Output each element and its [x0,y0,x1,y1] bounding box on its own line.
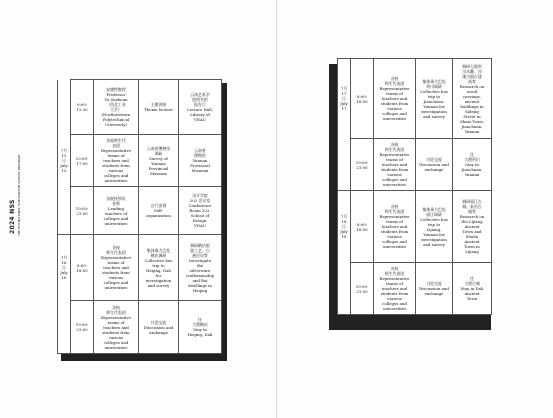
table-row [58,80,222,135]
time-cell: 19:00- 21:00 [71,187,94,235]
left-schedule-table [57,79,222,354]
table-row [58,235,222,301]
right-page [277,0,553,418]
time-cell: 13:00- 17:00 [71,135,94,187]
time-cell: 19:00- 21:00 [351,139,374,191]
right-schedule-table [337,58,492,315]
location-cell: 住 大理古城 Stay in Dali Ancient Town [453,263,492,315]
participant-cell: 各校 师生代表团 Representative teams of teachers and students from various colleges and universities [94,235,139,301]
left-page [0,0,276,418]
table-row [58,135,222,187]
side-title-main: 2024 NSS [9,199,16,234]
participant-cell: 各院校领队 老师 Leading teachers of colleges and universities [94,187,139,235]
activity-cell: 讨论交流 Discussion and exchange [416,263,453,315]
participant-cell: 各校师生代 表团 Representative teams of teachers and students from various colleges and universities [94,135,139,187]
activity-cell: 集体乘大巴赴 鹤庆调研 Collective bus trip to Heqing, Dali for investigation and survey [139,235,179,301]
date-cell [338,139,351,191]
table-row [338,59,492,139]
time-cell: 19:00- 21:00 [71,301,94,354]
participant-cell: 安德特教授 Professor Yu Suzhuan （西北工业 大学） (Northwestern Polytechnical University) [94,80,139,135]
date-cell [58,187,71,235]
table-row [58,301,222,354]
date-cell: 7月 16 日 July 16 [58,235,71,301]
activity-cell: 讨论交流 Discussion and exchange [139,301,179,354]
time-cell: 19:00- 21:00 [351,263,374,315]
left-schedule-block [57,79,227,361]
right-block-shadow-left [329,64,337,330]
time-cell: 9:00- 11:30 [71,80,94,135]
right-block-shadow-bottom [329,314,491,330]
date-cell: 7月 15 日 July 15 [58,135,71,187]
book-side-title [9,154,29,238]
date-cell [338,263,351,315]
location-cell: 设计学院 202 会议室 Conference Room 202, School of Design, YNAU [179,187,222,235]
table-row [338,191,492,263]
location-cell: 住 大理剑川 Stay in Jianchuan, Yunnan [453,139,492,191]
participant-cell: 各校 师生代表团 Representative teams of teachers and students from various colleges and universities [374,263,416,315]
date-cell [58,80,71,135]
table-row [338,263,492,315]
location-cell: 调研鹤庆银 器工艺、白 族民居等 Investigate the silverware craftsmanship and Bai dwellings in Heqing [179,235,222,301]
participant-cell: 各校 师生代表团 Representative teams of teachers and students from various colleges and universities [374,59,416,139]
activity-cell: 集体乘大巴赴 丽江调研 Collective bus trip to Lijiang, Yunnan for investigation and survey [416,191,453,263]
date-cell [58,301,71,354]
activity-cell: 主题讲座 Theme lecture [139,80,179,135]
side-title-sub: THE 9TH NATIONAL SCHOLARSHIP SCHOOL PROGRAM [17,154,21,236]
participant-cell: 各校 师生代表团 Representative teams of teachers and students from various colleges and universities [374,139,416,191]
activity-cell: 集体乘大巴赴 剑川调研 Collective bus trip to Jianchuan, Yunnan for investigation and survey [416,59,453,139]
participant-cell: 各校 师生代表团 Representative teams of teachers and students from various colleges and universities [94,301,139,354]
location-cell: 调研大理剑 川木雕、沙 溪古镇古建 筑等 Research on wood carvings, ancient buildings in Sideng Street in Shaxi Town, Jianchuan, Yunnan [453,59,492,139]
activity-cell: 讨论交流 Discussion and exchange [416,139,453,191]
date-cell: 7月 18 日 July 18 [338,191,351,263]
time-cell: 8:00- 18:00 [351,191,374,263]
location-cell: 云南艺术学 院图书馆 报告厅 Lecture Hall, Library of YNAU [179,80,222,135]
time-cell: 8:00- 18:00 [71,235,94,301]
activity-cell: 云南省博物馆 调研 Survey of Yunnan Provincial Museum [139,135,179,187]
table-row [338,139,492,191]
participant-cell: 各校 师生代表团 Representative teams of teachers and students from various colleges and universities [374,191,416,263]
date-cell: 7月 17 日 July 17 [338,59,351,139]
location-cell: 云南省 博物馆 Yunnan Provincial Museum [179,135,222,187]
location-cell: 住 大理鹤庆 Stay in Heqing, Dali [179,301,222,354]
activity-cell: 自行安排 Self- organization [139,187,179,235]
table-row [58,187,222,235]
time-cell: 8:00- 18:00 [351,59,374,139]
left-block-shadow-bottom [61,353,227,361]
location-cell: 调研丽江古 城、束河古 镇等 Research on the Lijiang Ancient Town and Shuhe Ancient Town in Lijiang [453,191,492,263]
right-schedule-block [337,58,499,334]
